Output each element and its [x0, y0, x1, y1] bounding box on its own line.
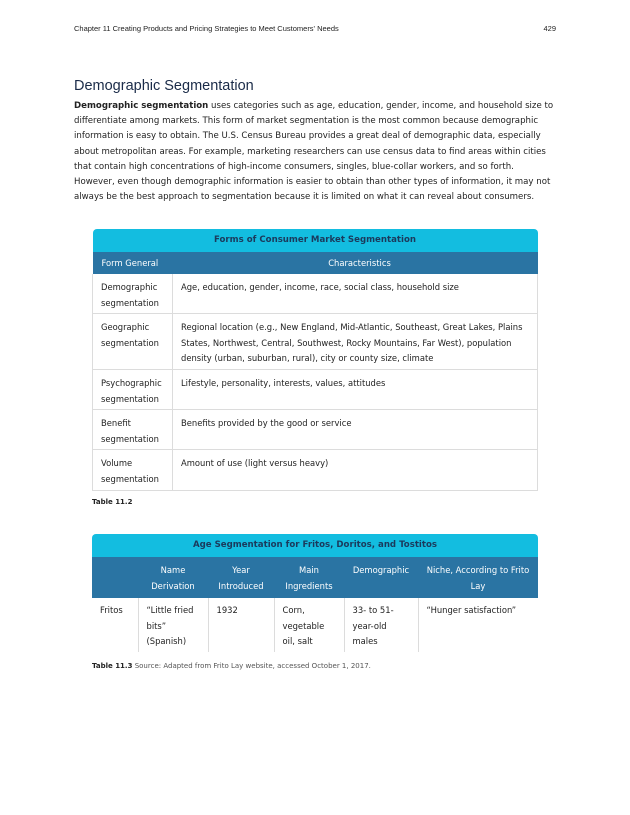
- column-header: Year Introduced: [208, 557, 274, 598]
- column-header: Demographic: [344, 557, 418, 598]
- table-cell: Lifestyle, personality, interests, values, attitudes: [173, 369, 538, 409]
- table-cell: Benefits provided by the good or service: [173, 410, 538, 450]
- column-header: Niche, According to Frito Lay: [418, 557, 538, 598]
- table-cell: Benefit segmentation: [93, 410, 173, 450]
- table-cell: “Little fried bits” (Spanish): [138, 598, 208, 652]
- table-label: [92, 498, 132, 506]
- column-header: Characteristics: [173, 252, 538, 274]
- chapter-title: Chapter 11 Creating Products and Pricing Strategies to Meet Customers' Needs: [74, 24, 339, 33]
- table-number: Table 11.3: [92, 662, 133, 670]
- table-cell: 1932: [208, 598, 274, 652]
- table-cell: Age, education, gender, income, race, social class, household size: [173, 274, 538, 314]
- segmentation-forms-table: [92, 229, 538, 491]
- table-cell: Regional location (e.g., New England, Mid-Atlantic, Southeast, Great Lakes, Plains States, Northwest, Central, Southwest, Rocky Mountains, Far West), population density (urban, suburban, rural), city or county size, climate: [173, 314, 538, 370]
- age-segmentation-table: [92, 534, 538, 652]
- table-cell: Psychographic segmentation: [93, 369, 173, 409]
- table-cell: Corn, vegetable oil, salt: [274, 598, 344, 652]
- table-row: [93, 369, 538, 409]
- body-paragraph: [74, 99, 556, 205]
- table-cell: 33- to 51-year-old males: [344, 598, 418, 652]
- table-cell: Volume segmentation: [93, 450, 173, 490]
- table-source: Source: Adapted from Frito Lay website, accessed October 1, 2017.: [134, 662, 371, 670]
- table-cell: Amount of use (light versus heavy): [173, 450, 538, 490]
- table-caption: Forms of Consumer Market Segmentation: [93, 229, 538, 252]
- table-row: [93, 410, 538, 450]
- table-cell: Fritos: [92, 598, 138, 652]
- table-caption: Age Segmentation for Fritos, Doritos, and Tostitos: [92, 534, 538, 557]
- key-term: Demographic segmentation: [74, 101, 209, 111]
- table-number: Table 11.2: [92, 498, 133, 506]
- section-title: Demographic Segmentation: [74, 78, 254, 94]
- column-header: Name Derivation: [138, 557, 208, 598]
- table-cell: Geographic segmentation: [93, 314, 173, 370]
- column-header: [92, 557, 138, 598]
- column-header: Main Ingredients: [274, 557, 344, 598]
- table-label: [92, 662, 371, 670]
- table-cell: “Hunger satisfaction”: [426, 605, 517, 615]
- table-cell: Demographic segmentation: [93, 274, 173, 314]
- page-header: [74, 24, 556, 33]
- body-text: uses categories such as age, education, gender, income, and household size to differentiate among markets. This form of market segmentation is the most common because demographic information is easy to obtain. The U.S. Census Bureau provides a great deal of demographic data, especially about metropolitan areas. For example, marketing researchers can use census data to find areas within cities that contain high concentrations of high-income consumers, singles, blue-collar workers, and so forth. However, even though demographic information is easier to obtain than other types of information, it may not always be the best approach to segmentation because it is limited on what it can reveal about consumers.: [74, 101, 554, 203]
- table-row: [92, 598, 538, 652]
- table-row: [93, 314, 538, 370]
- table-row: [93, 274, 538, 314]
- page-number: 429: [543, 24, 556, 33]
- table-row: [93, 450, 538, 490]
- column-header: Form General: [93, 252, 173, 274]
